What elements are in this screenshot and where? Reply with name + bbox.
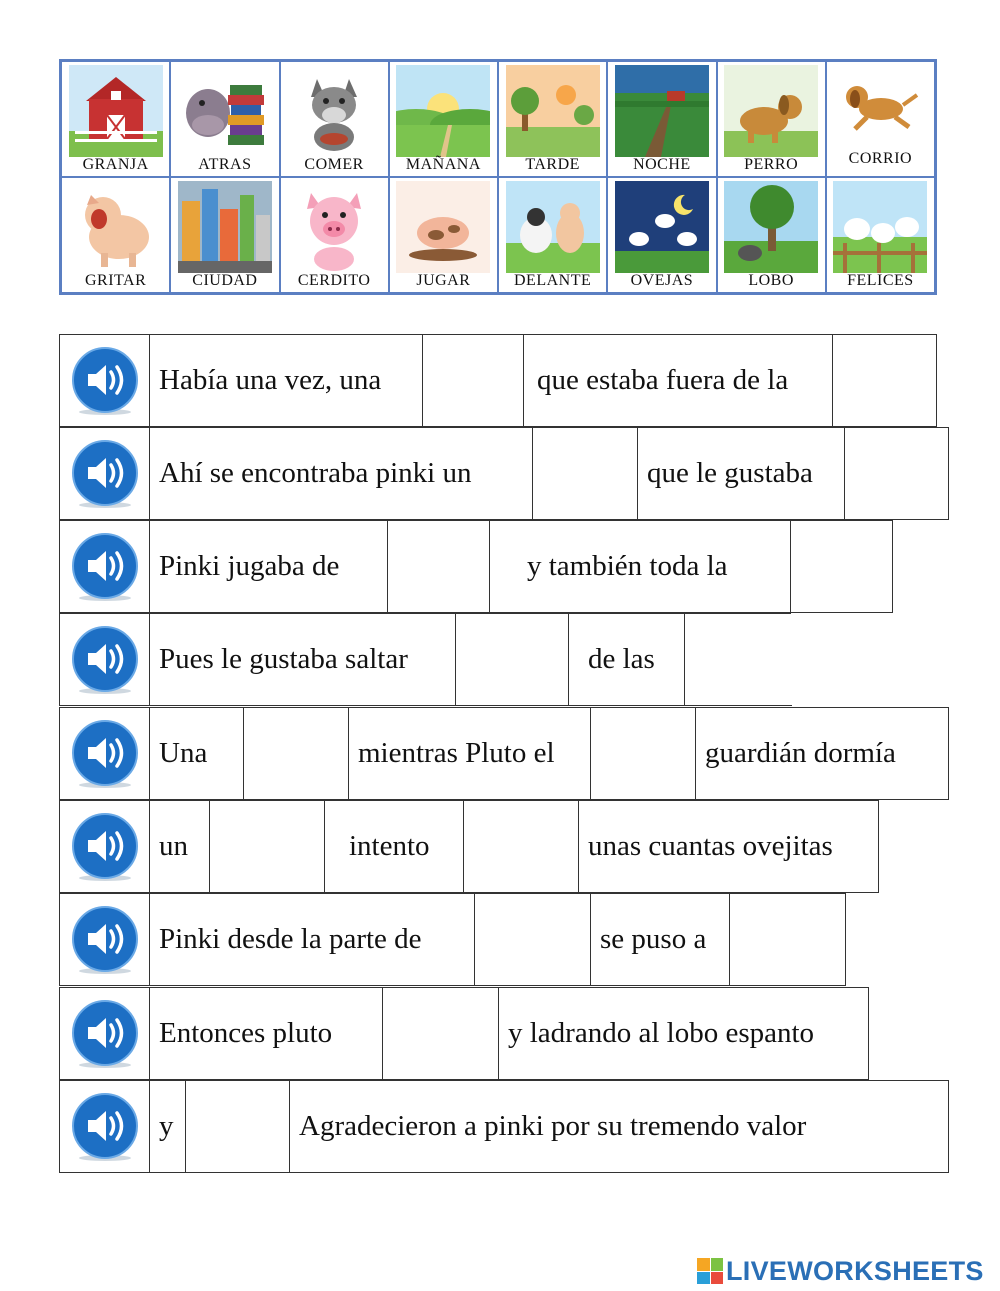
sentence-text: que le gustaba xyxy=(637,427,845,520)
audio-button[interactable] xyxy=(59,893,150,986)
happy-sheep-icon xyxy=(833,181,927,273)
word-tile-granja[interactable] xyxy=(61,61,170,177)
wolf-forest-icon xyxy=(724,181,818,273)
word-label: GRITAR xyxy=(84,272,147,289)
speaker-icon xyxy=(70,439,140,509)
speaker-icon xyxy=(70,625,140,695)
word-tile-perro[interactable] xyxy=(717,61,826,177)
farm-landscape-icon xyxy=(615,65,709,157)
sentence-text: intento xyxy=(324,800,464,893)
answer-blank[interactable] xyxy=(474,893,591,986)
word-label: COMER xyxy=(304,156,364,173)
pig-mud-icon xyxy=(396,181,490,273)
word-tile-atras[interactable] xyxy=(170,61,279,177)
sheep-pig-icon xyxy=(506,181,600,273)
word-tile-manana[interactable] xyxy=(389,61,498,177)
word-label: ATRAS xyxy=(198,156,252,173)
word-label: JUGAR xyxy=(416,272,471,289)
word-label: GRANJA xyxy=(82,156,149,173)
speaker-icon xyxy=(70,905,140,975)
word-tile-felices[interactable] xyxy=(826,177,935,293)
audio-button[interactable] xyxy=(59,334,150,427)
speaker-icon xyxy=(70,719,140,789)
word-tile-comer[interactable] xyxy=(280,61,389,177)
word-tile-ovejas[interactable] xyxy=(607,177,716,293)
answer-blank[interactable] xyxy=(463,800,579,893)
answer-blank[interactable] xyxy=(790,520,893,613)
afternoon-landscape-icon xyxy=(506,65,600,157)
liveworksheets-logo xyxy=(697,1256,984,1286)
answer-blank[interactable] xyxy=(422,334,524,427)
city-icon xyxy=(178,181,272,273)
audio-button[interactable] xyxy=(59,1080,150,1173)
sentence-text: Pues le gustaba saltar xyxy=(149,613,456,706)
piglet-icon xyxy=(287,181,381,273)
logo-badge-icon xyxy=(697,1258,723,1284)
speaker-icon xyxy=(70,346,140,416)
sentence-text: Una xyxy=(149,707,244,800)
sentence-text: Pinki jugaba de xyxy=(149,520,388,613)
word-label: CERDITO xyxy=(297,272,371,289)
word-tile-gritar[interactable] xyxy=(61,177,170,293)
word-tile-lobo[interactable] xyxy=(717,177,826,293)
counting-sheep-icon xyxy=(615,181,709,273)
sentence-text: Ahí se encontraba pinki un xyxy=(149,427,533,520)
answer-blank[interactable] xyxy=(455,613,569,706)
answer-blank[interactable] xyxy=(243,707,349,800)
row-divider xyxy=(791,613,792,706)
answer-blank[interactable] xyxy=(729,893,846,986)
word-label: OVEJAS xyxy=(630,272,694,289)
sentence-text: se puso a xyxy=(590,893,730,986)
sentence-text: y xyxy=(149,1080,186,1173)
dog-icon xyxy=(724,65,818,157)
sentence-text: unas cuantas ovejitas xyxy=(578,800,879,893)
sentence-text: mientras Pluto el xyxy=(348,707,591,800)
word-tile-delante[interactable] xyxy=(498,177,607,293)
sentence-text: y ladrando al lobo espanto xyxy=(498,987,869,1080)
word-tile-jugar[interactable] xyxy=(389,177,498,293)
word-label: MAÑANA xyxy=(405,156,481,173)
answer-blank[interactable] xyxy=(590,707,696,800)
word-label: LOBO xyxy=(748,272,794,289)
sunrise-landscape-icon xyxy=(396,65,490,157)
running-dog-icon xyxy=(833,65,927,157)
sentence-text: Agradecieron a pinki por su tremendo valor xyxy=(289,1080,949,1173)
word-tile-ciudad[interactable] xyxy=(170,177,279,293)
audio-button[interactable] xyxy=(59,800,150,893)
logo-brand-text: LIVEWORKSHEETS xyxy=(726,1255,984,1286)
sentence-text: de las xyxy=(568,613,685,706)
sentence-text: que estaba fuera de la xyxy=(523,334,833,427)
word-label: DELANTE xyxy=(513,272,592,289)
audio-button[interactable] xyxy=(59,427,150,520)
sentence-text: Había una vez, una xyxy=(149,334,423,427)
answer-blank[interactable] xyxy=(382,987,499,1080)
answer-blank[interactable] xyxy=(832,334,937,427)
answer-blank[interactable] xyxy=(684,613,792,706)
word-label: PERRO xyxy=(744,156,799,173)
sentence-text: un xyxy=(149,800,210,893)
barn-icon xyxy=(69,65,163,157)
word-label: CORRIO xyxy=(848,150,913,167)
word-tile-cerdito[interactable] xyxy=(280,177,389,293)
word-bank xyxy=(59,59,937,295)
hippo-books-icon xyxy=(178,65,272,157)
word-tile-tarde[interactable] xyxy=(498,61,607,177)
word-tile-corrio[interactable] xyxy=(826,61,935,177)
answer-blank[interactable] xyxy=(209,800,325,893)
sentence-text: Pinki desde la parte de xyxy=(149,893,475,986)
speaker-icon xyxy=(70,999,140,1069)
word-label: NOCHE xyxy=(633,156,691,173)
audio-button[interactable] xyxy=(59,987,150,1080)
audio-button[interactable] xyxy=(59,520,150,613)
audio-button[interactable] xyxy=(59,613,150,706)
speaker-icon xyxy=(70,1092,140,1162)
wolf-eating-icon xyxy=(287,65,381,157)
sentence-text: Entonces pluto xyxy=(149,987,383,1080)
answer-blank[interactable] xyxy=(844,427,949,520)
answer-blank[interactable] xyxy=(185,1080,290,1173)
speaker-icon xyxy=(70,532,140,602)
word-label: TARDE xyxy=(525,156,580,173)
shouting-pig-icon xyxy=(69,181,163,273)
answer-blank[interactable] xyxy=(532,427,638,520)
answer-blank[interactable] xyxy=(387,520,490,613)
sentence-text: y también toda la xyxy=(489,520,791,613)
sentence-text: guardián dormía xyxy=(695,707,949,800)
word-label: FELICES xyxy=(847,272,914,289)
word-tile-noche[interactable] xyxy=(607,61,716,177)
word-label: CIUDAD xyxy=(192,272,258,289)
audio-button[interactable] xyxy=(59,707,150,800)
speaker-icon xyxy=(70,812,140,882)
